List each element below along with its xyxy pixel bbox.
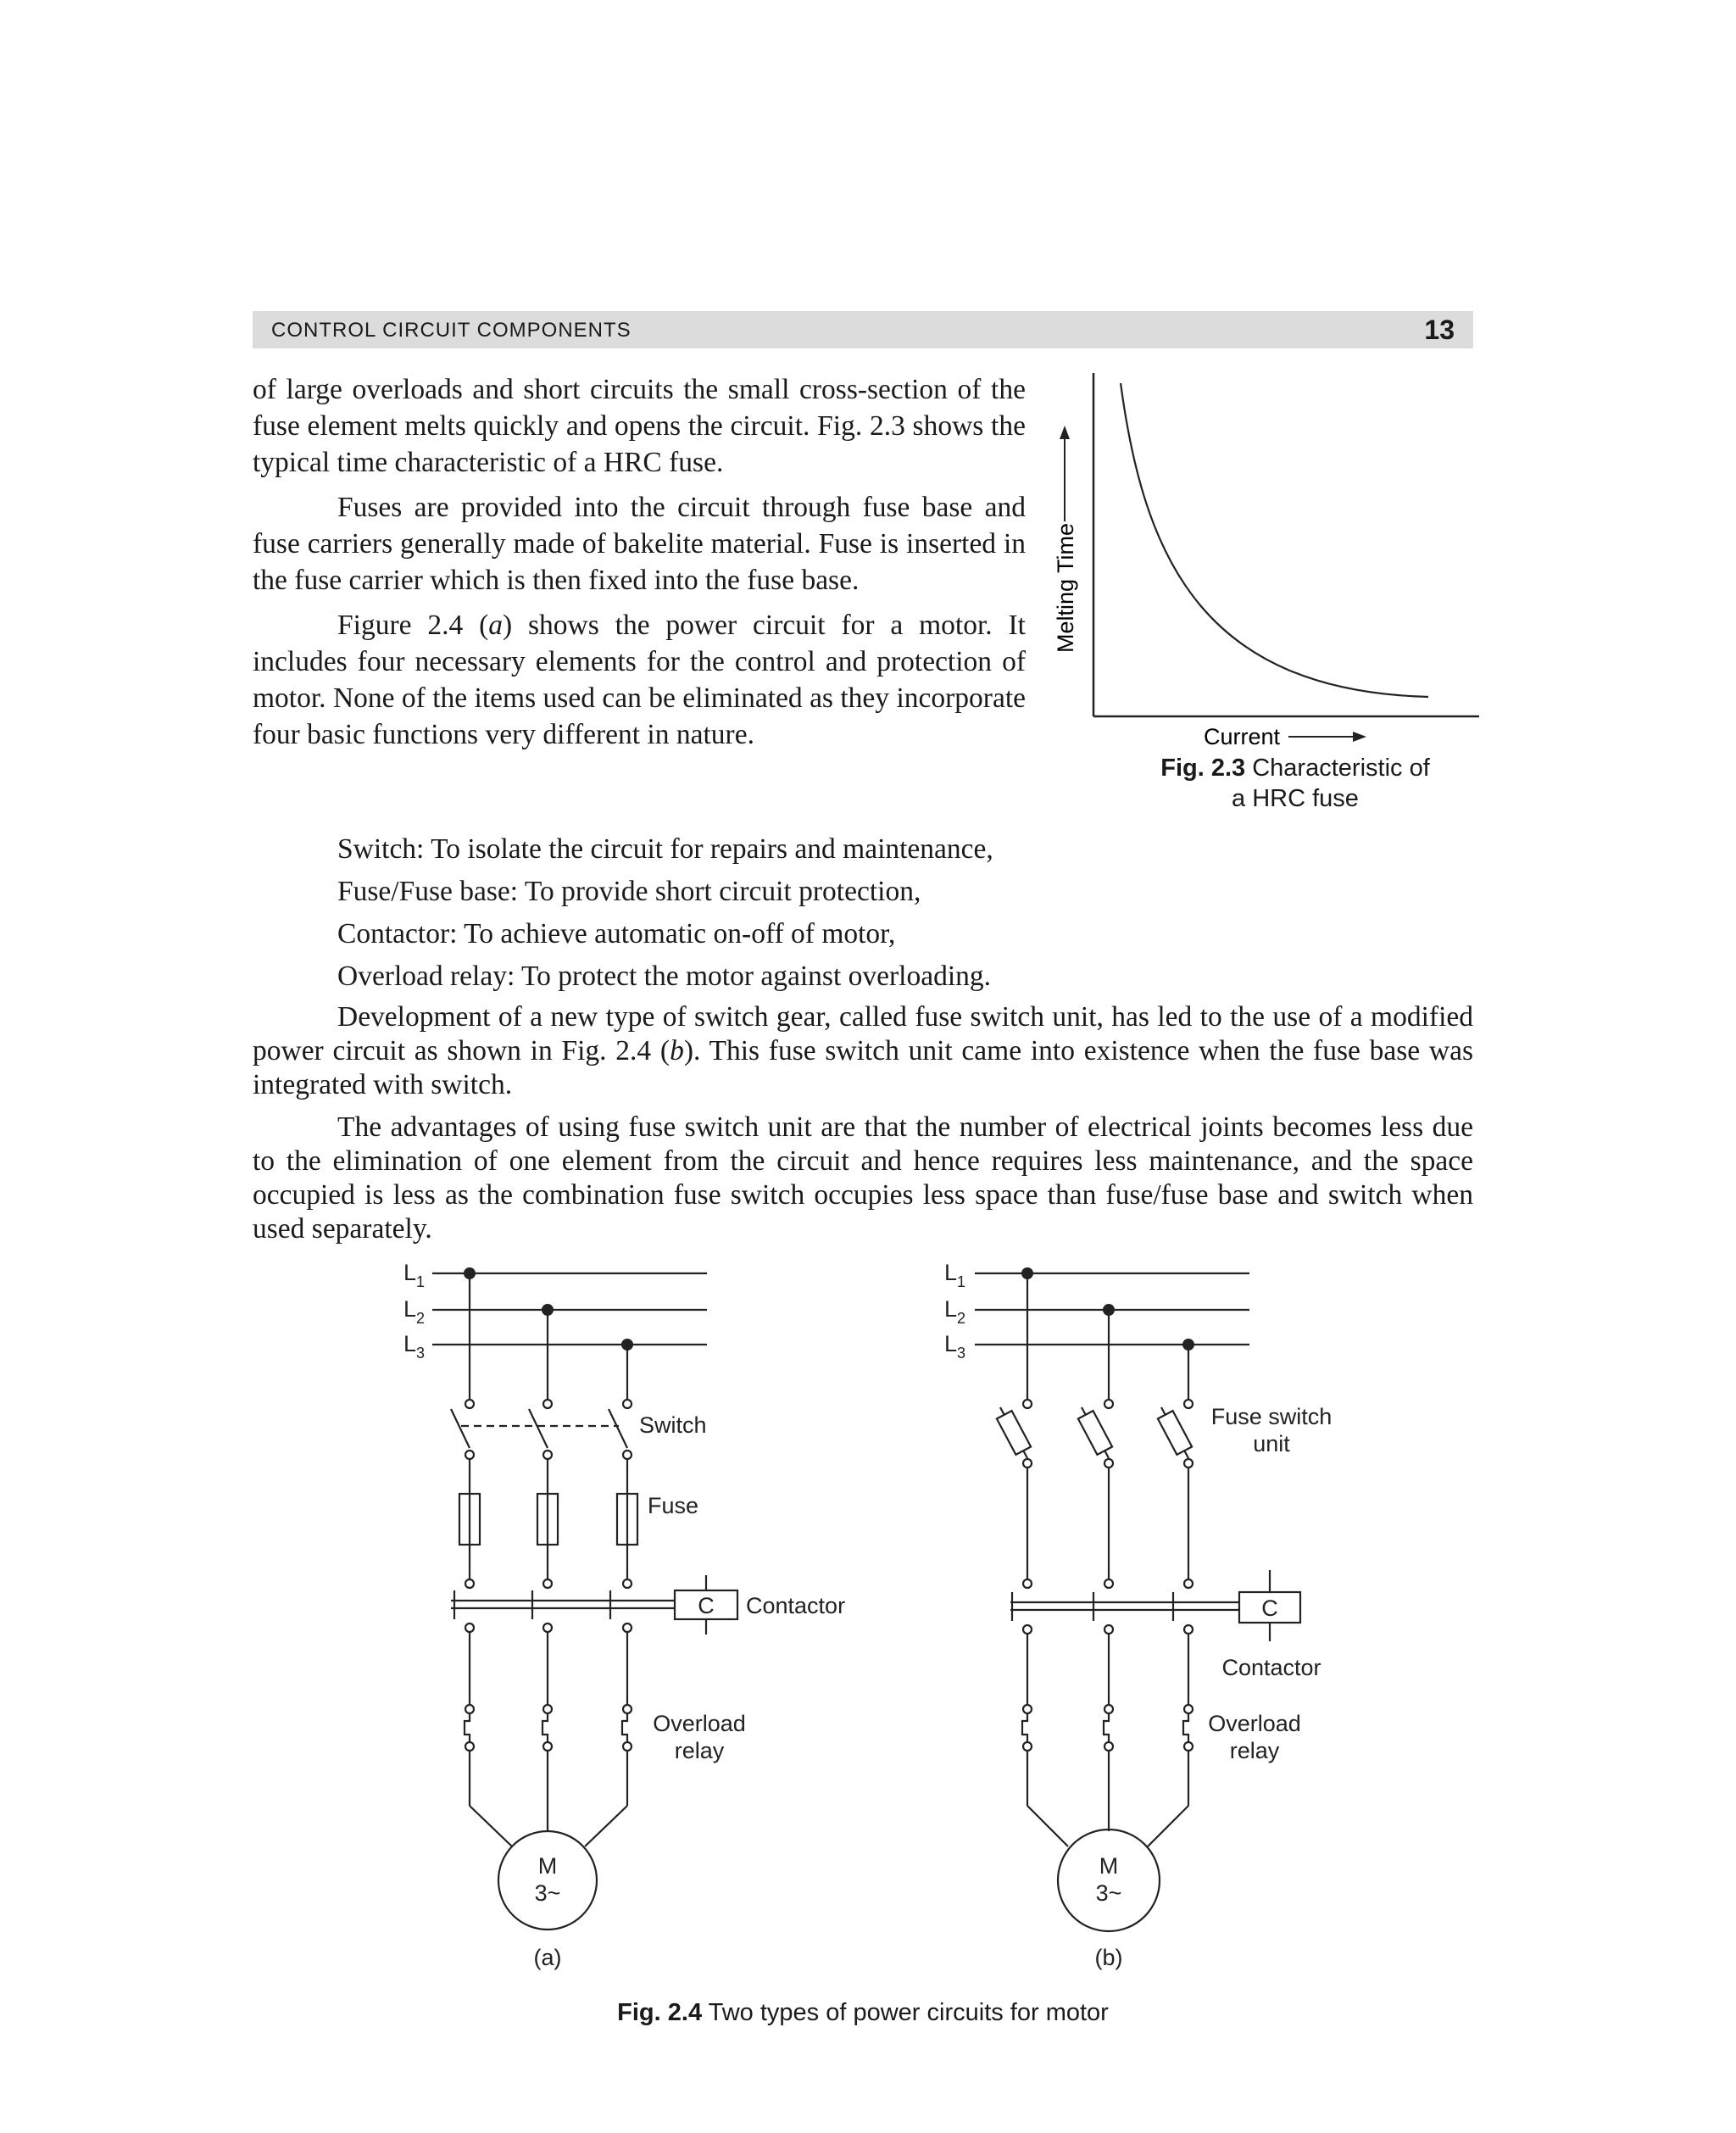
line-l3-label: $L_3$: [403, 1331, 426, 1362]
fig-2-4-caption: Fig. 2.4 Two types of power circuits for motor: [617, 1999, 1109, 2026]
overload-label: relay: [674, 1738, 725, 1763]
circuit-b-label: (b): [1094, 1945, 1123, 1970]
contactor-a: [451, 1575, 737, 1635]
line-l2-label: $L_2$: [944, 1296, 966, 1327]
list-item: Switch: To isolate the circuit for repairs and maintenance,: [337, 833, 993, 865]
contactor-label: Contactor: [746, 1593, 846, 1618]
circuit-a: [432, 1273, 737, 1930]
melting-time-curve: [1121, 383, 1428, 697]
list-item: Overload relay: To protect the motor against overloading.: [337, 961, 992, 992]
paragraph-5: The advantages of using fuse switch unit are that the number of electrical joints becomes less due to the elimination of one element from the circuit and hence requires less maintenance, and the space occupied is less as the combination fuse switch occupies less space than fuse/fuse base and switch when used separately.: [253, 1111, 1473, 1245]
motor-label: 3~: [534, 1880, 561, 1906]
fuse-switch-unit-label: unit: [1253, 1431, 1290, 1456]
fig-2-4-diagram: [356, 1255, 1373, 1984]
left-column-text: [253, 371, 1026, 753]
overload-label: Overload: [1208, 1711, 1301, 1736]
contactor-label: Contactor: [1221, 1655, 1321, 1680]
x-axis-label: Current: [1204, 724, 1281, 749]
y-axis-label: Melting Time: [1053, 522, 1078, 653]
list-item: Contactor: To achieve automatic on-off of motor,: [337, 918, 896, 950]
switch-label: Switch: [639, 1412, 707, 1438]
motor-label: 3~: [1095, 1880, 1122, 1906]
fuse-switch-unit-label: Fuse switch: [1210, 1404, 1333, 1429]
overload-relay-b: [1022, 1705, 1193, 1751]
list-item: Fuse/Fuse base: To provide short circuit protection,: [337, 876, 921, 907]
running-header: [253, 311, 1473, 348]
overload-label: Overload: [653, 1711, 746, 1736]
contactor-b: [1010, 1570, 1300, 1641]
overload-relay-a: [465, 1705, 632, 1751]
line-l2-label: $L_2$: [403, 1296, 426, 1327]
paragraph-2: Fuses are provided into the circuit through fuse base and fuse carriers generally made of bakelite material. Fuse is inserted in the fuse carrier which is then fixed into the fuse base.: [253, 492, 1026, 596]
motor-label: M: [537, 1853, 558, 1879]
chapter-title: CONTROL CIRCUIT COMPONENTS: [271, 319, 632, 342]
fig-2-3-caption: Fig. 2.3 Characteristic of a HRC fuse: [1160, 755, 1430, 812]
contactor-symbol: C: [698, 1593, 715, 1618]
switch-contacts: [451, 1400, 632, 1459]
paragraph-1: of large overloads and short circuits the small cross-section of the fuse element melts quickly and opens the circuit. Fig. 2.3 shows the typical time characteristic of a HRC fuse.: [253, 374, 1026, 478]
page-number: 13: [1424, 315, 1455, 345]
motor-label: M: [1099, 1853, 1119, 1879]
line-l1-label: $L_1$: [944, 1260, 966, 1290]
line-l3-label: $L_3$: [944, 1331, 966, 1362]
overload-label: relay: [1229, 1738, 1280, 1763]
fuse-switch-units: [997, 1400, 1193, 1467]
circuit-b: [975, 1273, 1300, 1931]
fuse-label: Fuse: [648, 1493, 699, 1518]
line-l1-label: $L_1$: [403, 1260, 426, 1290]
paragraph-3: Figure 2.4 (a) shows the power circuit for a motor. It includes four necessary elements for the control and protection of motor. None of the items used can be eliminated as they incorporate four basic functions very different in nature.: [253, 610, 1026, 750]
full-width-text: [253, 1000, 1473, 1246]
fig-2-4-number: Fig. 2.4: [617, 1999, 703, 2026]
fig-2-3-number: Fig. 2.3: [1160, 755, 1246, 782]
contactor-symbol: C: [1261, 1596, 1278, 1621]
circuit-a-label: (a): [533, 1945, 562, 1970]
paragraph-4: Development of a new type of switch gear, called fuse switch unit, has led to the use of a modified power circuit as shown in Fig. 2.4 (b). This fuse switch unit came into existence when the fuse base was integrated with switch.: [253, 1001, 1473, 1100]
